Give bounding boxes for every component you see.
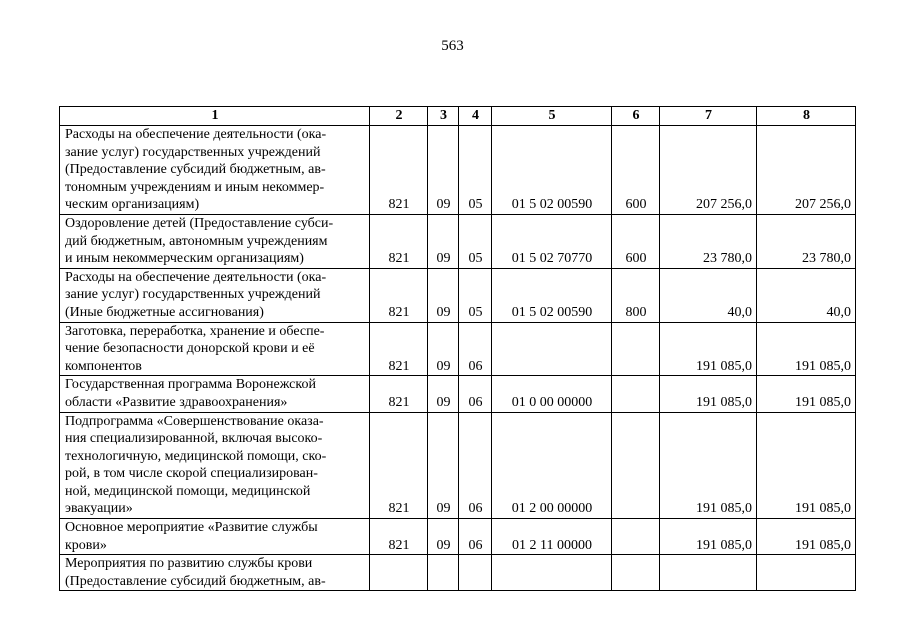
- amount-year-2-cell: 191 085,0: [757, 412, 856, 519]
- table-row: [60, 555, 856, 591]
- amount-year-1-cell: 40,0: [660, 268, 757, 322]
- subsection-code-cell: [459, 555, 492, 591]
- target-article-code-cell: 01 2 11 00000: [492, 519, 612, 555]
- table-row: [60, 376, 856, 412]
- section-code-cell: 09: [428, 376, 459, 412]
- item-name-line: Мероприятия по развитию службы крови: [65, 556, 313, 572]
- item-name-line: (Предоставление субсидий бюджетным, ав-: [65, 162, 326, 178]
- amount-year-1-cell: 207 256,0: [660, 126, 757, 215]
- item-name-line: дий бюджетным, автономным учреждениям: [65, 233, 328, 249]
- ministry-code-cell: 821: [370, 214, 428, 268]
- amount-year-2-cell: [757, 555, 856, 591]
- target-article-code-cell: [492, 322, 612, 376]
- amount-year-2-cell: 207 256,0: [757, 126, 856, 215]
- item-name-line: Расходы на обеспечение деятельности (ока-: [65, 127, 327, 142]
- item-name-line: эвакуации»: [65, 501, 133, 517]
- item-name-cell: [60, 555, 370, 591]
- item-name-cell: [60, 126, 370, 215]
- item-name-line: Основное мероприятие «Развитие службы: [65, 520, 318, 536]
- header-cell-6: 6: [612, 107, 660, 126]
- page-number: 563: [441, 38, 464, 54]
- target-article-code-cell: 01 5 02 00590: [492, 126, 612, 215]
- ministry-code-cell: [370, 555, 428, 591]
- section-code-cell: [428, 555, 459, 591]
- item-name-cell: [60, 322, 370, 376]
- item-name-cell: [60, 412, 370, 519]
- ministry-code-cell: 821: [370, 519, 428, 555]
- ministry-code-cell: 821: [370, 268, 428, 322]
- section-code-cell: 09: [428, 519, 459, 555]
- budget-table: [59, 106, 856, 591]
- item-name-line: Оздоровление детей (Предоставление субси-: [65, 215, 334, 231]
- subsection-code-cell: 06: [459, 376, 492, 412]
- amount-year-1-cell: 191 085,0: [660, 376, 757, 412]
- expense-type-code-cell: [612, 322, 660, 376]
- amount-year-1-cell: 191 085,0: [660, 519, 757, 555]
- target-article-code-cell: 01 2 00 00000: [492, 412, 612, 519]
- item-name-line: Заготовка, переработка, хранение и обеспе-: [65, 323, 325, 339]
- amount-year-1-cell: 23 780,0: [660, 214, 757, 268]
- header-cell-1: 1: [60, 107, 370, 126]
- amount-year-2-cell: 191 085,0: [757, 519, 856, 555]
- item-name-line: компонентов: [65, 358, 142, 374]
- section-code-cell: 09: [428, 268, 459, 322]
- item-name-cell: [60, 519, 370, 555]
- item-name-line: технологичную, медицинской помощи, ско-: [65, 448, 327, 464]
- item-name-line: Расходы на обеспечение деятельности (ока-: [65, 269, 327, 285]
- header-cell-2: 2: [370, 107, 428, 126]
- item-name-line: и иным некоммерческим организациям): [65, 251, 304, 267]
- amount-year-2-cell: 23 780,0: [757, 214, 856, 268]
- item-name-cell: [60, 376, 370, 412]
- item-name-line: (Предоставление субсидий бюджетным, ав-: [65, 573, 326, 589]
- item-name-line: ной, медицинской помощи, медицинской: [65, 483, 311, 499]
- subsection-code-cell: 06: [459, 519, 492, 555]
- table-header-row: [60, 107, 856, 126]
- table-row: [60, 126, 856, 215]
- target-article-code-cell: 01 5 02 00590: [492, 268, 612, 322]
- table-row: [60, 268, 856, 322]
- subsection-code-cell: 06: [459, 322, 492, 376]
- item-name-line: ния специализированной, включая высоко-: [65, 431, 323, 447]
- header-cell-5: 5: [492, 107, 612, 126]
- table-body: [60, 126, 856, 591]
- amount-year-1-cell: [660, 555, 757, 591]
- table-row: [60, 412, 856, 519]
- subsection-code-cell: 06: [459, 412, 492, 519]
- section-code-cell: 09: [428, 214, 459, 268]
- ministry-code-cell: 821: [370, 376, 428, 412]
- header-cell-7: 7: [660, 107, 757, 126]
- target-article-code-cell: [492, 555, 612, 591]
- item-name-line: тономным учреждениям и иным некоммер-: [65, 179, 325, 195]
- expense-type-code-cell: [612, 376, 660, 412]
- section-code-cell: 09: [428, 322, 459, 376]
- subsection-code-cell: 05: [459, 268, 492, 322]
- target-article-code-cell: 01 0 00 00000: [492, 376, 612, 412]
- table-row: [60, 322, 856, 376]
- item-name-cell: [60, 268, 370, 322]
- section-code-cell: 09: [428, 412, 459, 519]
- ministry-code-cell: 821: [370, 322, 428, 376]
- item-name-line: Подпрограмма «Совершенствование оказа-: [65, 413, 324, 429]
- table-row: [60, 519, 856, 555]
- amount-year-2-cell: 191 085,0: [757, 376, 856, 412]
- section-code-cell: 09: [428, 126, 459, 215]
- item-name-line: области «Развитие здравоохранения»: [65, 394, 288, 410]
- expense-type-code-cell: 600: [612, 214, 660, 268]
- expense-type-code-cell: [612, 555, 660, 591]
- expense-type-code-cell: [612, 412, 660, 519]
- amount-year-1-cell: 191 085,0: [660, 412, 757, 519]
- item-name-line: зание услуг) государственных учреждений: [65, 287, 321, 303]
- item-name-line: Государственная программа Воронежской: [65, 377, 316, 393]
- subsection-code-cell: 05: [459, 126, 492, 215]
- item-name-line: (Иные бюджетные ассигнования): [65, 304, 264, 320]
- item-name-line: рой, в том числе скорой специализирован-: [65, 466, 318, 482]
- table-row: [60, 214, 856, 268]
- amount-year-1-cell: 191 085,0: [660, 322, 757, 376]
- header-cell-3: 3: [428, 107, 459, 126]
- header-cell-8: 8: [757, 107, 856, 126]
- expense-type-code-cell: 600: [612, 126, 660, 215]
- target-article-code-cell: 01 5 02 70770: [492, 214, 612, 268]
- item-name-line: ческим организациям): [65, 197, 200, 213]
- expense-type-code-cell: [612, 519, 660, 555]
- item-name-cell: [60, 214, 370, 268]
- item-name-line: крови»: [65, 537, 107, 553]
- ministry-code-cell: 821: [370, 126, 428, 215]
- item-name-line: чение безопасности донорской крови и её: [65, 341, 315, 357]
- amount-year-2-cell: 191 085,0: [757, 322, 856, 376]
- header-cell-4: 4: [459, 107, 492, 126]
- subsection-code-cell: 05: [459, 214, 492, 268]
- expense-type-code-cell: 800: [612, 268, 660, 322]
- ministry-code-cell: 821: [370, 412, 428, 519]
- item-name-line: зание услуг) государственных учреждений: [65, 144, 321, 160]
- amount-year-2-cell: 40,0: [757, 268, 856, 322]
